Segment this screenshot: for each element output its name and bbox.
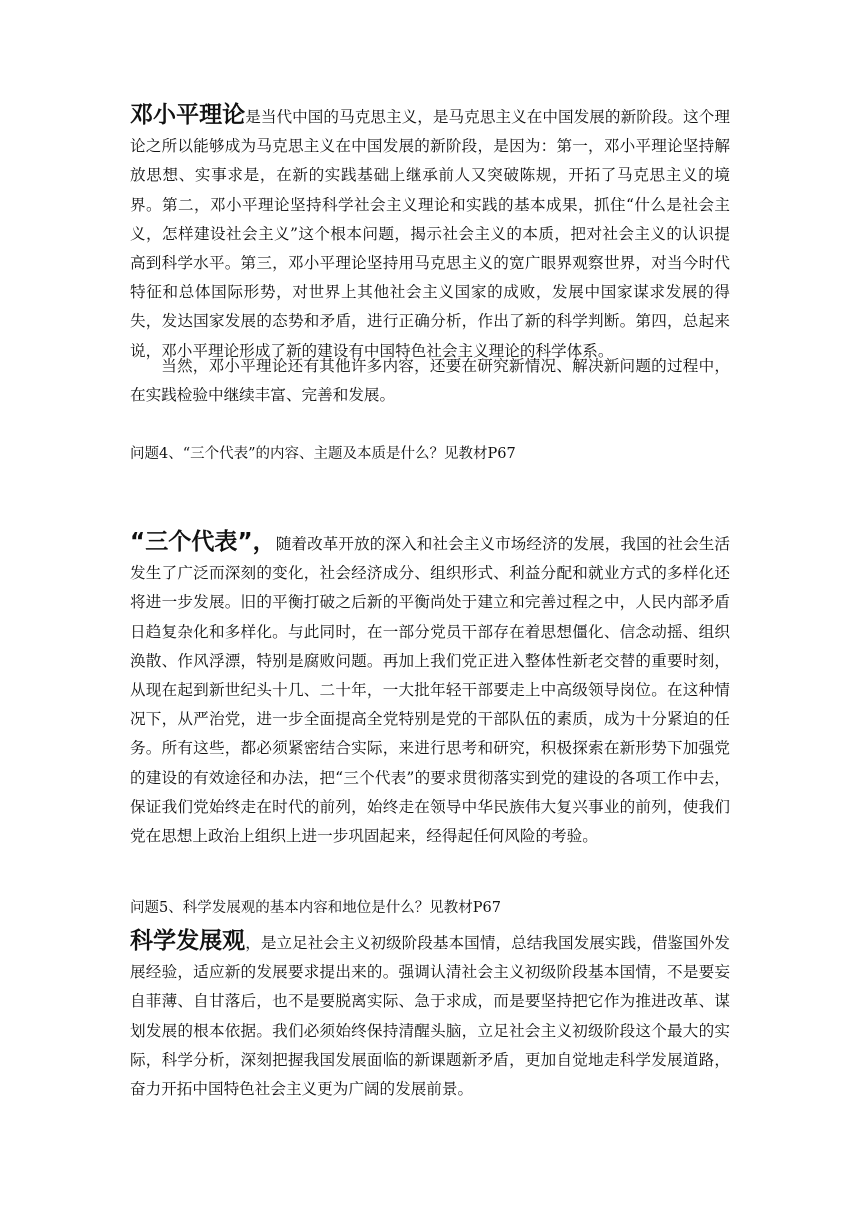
deng-theory-paragraph <box>130 101 730 366</box>
scientific-development-paragraph <box>130 927 730 1104</box>
deng-theory-text: 是当代中国的马克思主义，是马克思主义在中国发展的新阶段。这个理论之所以能够成为马克思主义在中国发展的新阶段，是因为：第一，邓小平理论坚持解放思想、实事求是，在新的实践基础上继承前人又突破陈规，开拓了马克思主义的境界。第二，邓小平理论坚持科学社会主义理论和实践的基本成果，抓住“什么是社会主义，怎样建设社会主义”这个根本问题，揭示社会主义的本质，把对社会主义的认识提高到科学水平。第三，邓小平理论坚持用马克思主义的宽广眼界观察世界，对当今时代特征和总体国际形势，对世界上其他社会主义国家的成败，发展中国家谋求发展的得失，发达国家发展的态势和矛盾，进行正确分析，作出了新的科学判断。第四，总起来说，邓小平理论形成了新的建设有中国特色社会主义理论的科学体系。 <box>130 108 730 360</box>
three-represents-text: 随着改革开放的深入和社会主义市场经济的发展，我国的社会生活发生了广泛而深刻的变化，社会经济成分、组织形式、利益分配和就业方式的多样化还将进一步发展。旧的平衡打破之后新的平衡尚处于建立和完善过程之中，人民内部矛盾日趋复杂化和多样化。与此同时，在一部分党员干部存在着思想僵化、信念动摇、组织涣散、作风浮漂，特别是腐败问题。再加上我们党正进入整体性新老交替的重要时刻，从现在起到新世纪头十几、二十年，一大批年轻干部要走上中高级领导岗位。在这种情况下，从严治党，进一步全面提高全党特别是党的干部队伍的素质，成为十分紧迫的任务。所有这些，都必须紧密结合实际，来进行思考和研究，积极探索在新形势下加强党的建设的有效途径和办法，把“三个代表”的要求贯彻落实到党的建设的各项工作中去，保证我们党始终走在时代的前列，始终走在领导中华民族伟大复兴事业的前列，使我们党在思想上政治上组织上进一步巩固起来，经得起任何风险的考验。 <box>130 535 730 846</box>
scientific-development-heading: 科学发展观 <box>130 928 246 954</box>
three-represents-paragraph <box>130 528 730 851</box>
question-5: 问题5、科学发展观的基本内容和地位是什么？见教材P67 <box>130 900 501 916</box>
deng-theory-heading: 邓小平理论 <box>130 102 246 128</box>
deng-theory-continuation: 当然，邓小平理论还有其他许多内容，还要在研究新情况、解决新问题的过程中，在实践检验中继续丰富、完善和发展。 <box>130 357 730 405</box>
question-4: 问题4、“三个代表”的内容、主题及本质是什么？见教材P67 <box>130 446 516 462</box>
three-represents-heading: “三个代表”， <box>130 529 276 555</box>
scientific-development-text: ，是立足社会主义初级阶段基本国情，总结我国发展实践，借鉴国外发展经验，适应新的发展要求提出来的。强调认清社会主义初级阶段基本国情，不是要妄自菲薄、自甘落后，也不是要脱离实际、急于求成，而是要坚持把它作为推进改革、谋划发展的根本依据。我们必须始终保持清醒头脑，立足社会主义初级阶段这个最大的实际，科学分析，深刻把握我国发展面临的新课题新矛盾，更加自觉地走科学发展道路，奋力开拓中国特色社会主义更为广阔的发展前景。 <box>130 934 730 1099</box>
